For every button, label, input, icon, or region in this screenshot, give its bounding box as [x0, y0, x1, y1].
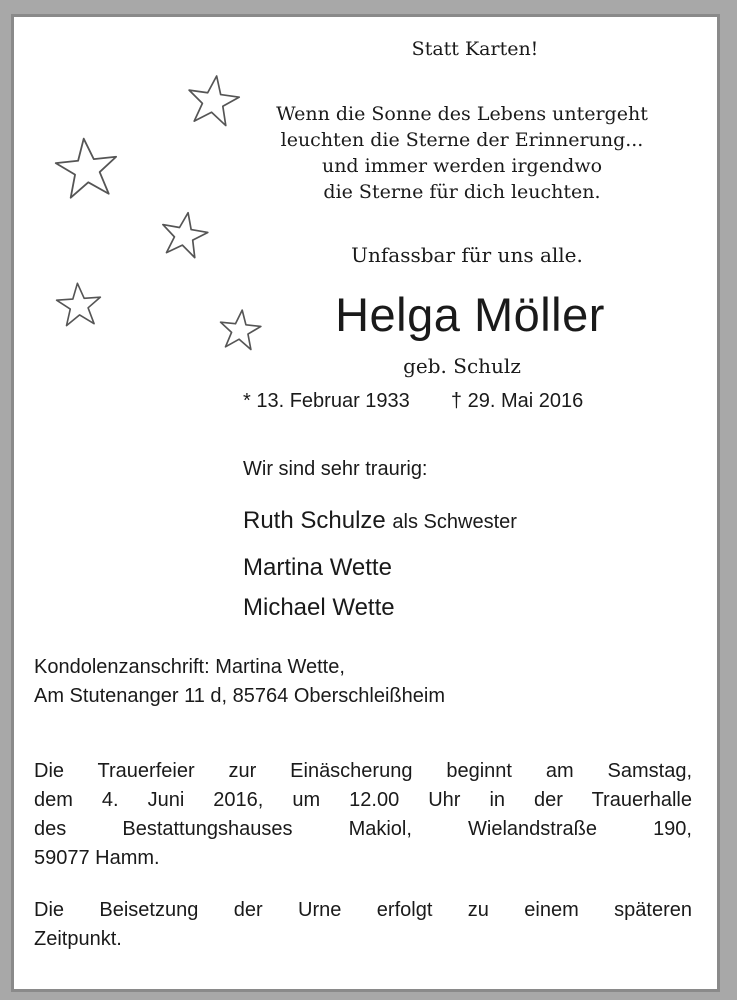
life-dates	[243, 390, 583, 413]
ceremony-line: 59077 Hamm.	[34, 847, 160, 869]
poem-line: leuchten die Sterne der Erinnerung...	[280, 129, 644, 151]
deceased-name: Helga Möller	[335, 288, 605, 341]
mourner	[243, 507, 517, 535]
mourners-intro: Wir sind sehr traurig:	[243, 458, 428, 480]
burial-line: Zeitpunkt.	[34, 928, 122, 950]
burial-paragraph	[34, 896, 692, 954]
address-line: Kondolenzanschrift: Martina Wette,	[34, 656, 345, 678]
ceremony-line: des Bestattungshauses Makiol, Wielandstraße 190,	[34, 818, 692, 840]
announcement-lead: Unfassbar für uns alle.	[351, 243, 583, 267]
poem-line: und immer werden irgendwo	[321, 155, 603, 177]
mourner-relation: als Schwester	[392, 511, 517, 533]
star-icon	[53, 280, 105, 332]
mourner-name: Martina Wette	[243, 554, 392, 581]
ceremony-line: Die Trauerfeier zur Einäscherung beginnt am Samstag,	[34, 760, 692, 782]
birth-date: * 13. Februar 1933	[243, 390, 410, 412]
mourner	[243, 594, 395, 622]
mourner	[243, 554, 392, 582]
address-line: Am Stutenanger 11 d, 85764 Oberschleißheim	[34, 685, 445, 707]
star-icon	[51, 134, 123, 206]
ceremony-paragraph	[34, 757, 692, 873]
mourner-name: Michael Wette	[243, 594, 395, 621]
poem	[222, 101, 702, 205]
star-icon	[157, 209, 211, 263]
header-title: Statt Karten!	[411, 38, 539, 60]
poem-line: die Sterne für dich leuchten.	[323, 181, 601, 203]
condolence-address	[34, 653, 445, 711]
ceremony-line: dem 4. Juni 2016, um 12.00 Uhr in der Trauerhalle	[34, 789, 692, 811]
burial-line: Die Beisetzung der Urne erfolgt zu einem späteren	[34, 899, 692, 921]
poem-line: Wenn die Sonne des Lebens untergeht	[276, 103, 648, 125]
mourner-name: Ruth Schulze	[243, 507, 386, 534]
birth-name: geb. Schulz	[403, 354, 521, 378]
death-date: † 29. Mai 2016	[450, 390, 584, 412]
